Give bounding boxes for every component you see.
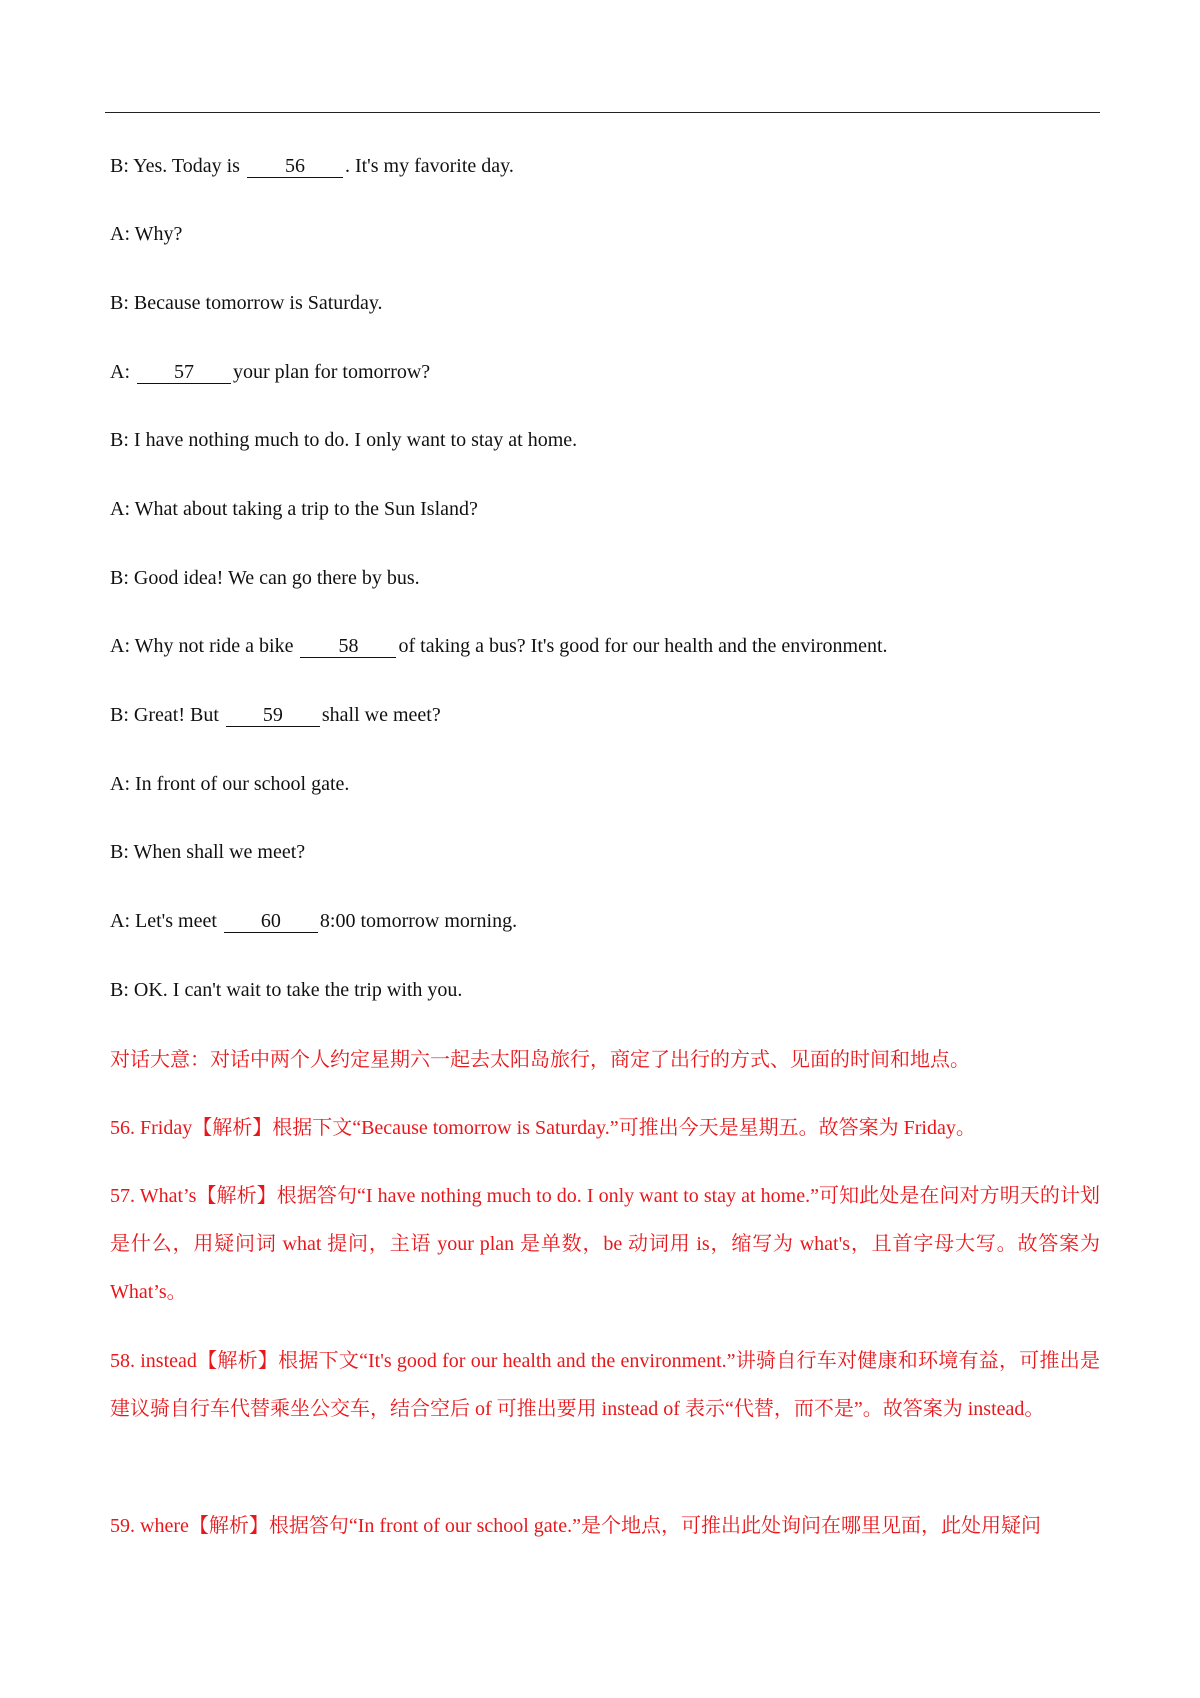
dialogue-text: Because tomorrow is Saturday. xyxy=(133,292,383,314)
dialogue-line xyxy=(110,770,349,798)
answer-59: 59. where【解析】根据答句“In front of our school gate.”是个地点，可推出此处询问在哪里见面，此处用疑问 xyxy=(110,1515,1041,1537)
speaker-label: B: xyxy=(110,704,129,726)
dialogue-line xyxy=(110,701,441,729)
dialogue-text: Yes. Today is xyxy=(133,155,240,177)
answer-blank: 59 xyxy=(226,704,320,727)
answer-56: 56. Friday【解析】根据下文“Because tomorrow is Saturday.”可推出今天是星期五。故答案为 Friday。 xyxy=(110,1117,976,1139)
dialogue-line xyxy=(110,976,462,1004)
speaker-label: A: xyxy=(110,498,130,520)
dialogue-line xyxy=(110,426,577,454)
dialogue-text: Let's meet xyxy=(135,910,217,932)
dialogue-line xyxy=(110,358,430,386)
dialogue-line xyxy=(110,289,383,317)
answer-blank: 57 xyxy=(137,361,231,384)
dialogue-text: . It's my favorite day. xyxy=(344,155,514,177)
speaker-label: A: xyxy=(110,773,130,795)
answer-blank: 58 xyxy=(300,635,396,658)
answer-57: 57. What’s【解析】根据答句“I have nothing much to do. I only want to stay at home.”可知此处是在问对方明天的计划是什么，用疑问词 what 提问，主语 your plan 是单数，be 动词用 is，缩写为 what's，且首字母大写。故答案为 What’s。 xyxy=(110,1185,1100,1303)
answer-58: 58. instead【解析】根据下文“It's good for our health and the environment.”讲骑自行车对健康和环境有益，可推出是建议骑自行车代替乘坐公交车，结合空后 of 可推出要用 instead of 表示“代替，而不是”。故答案为 instead。 xyxy=(110,1350,1100,1420)
speaker-label: A: xyxy=(110,910,130,932)
header-rule xyxy=(105,112,1100,113)
dialogue-text: OK. I can't wait to take the trip with you. xyxy=(133,979,463,1001)
dialogue-summary: 对话大意：对话中两个人约定星期六一起去太阳岛旅行，商定了出行的方式、见面的时间和地点。 xyxy=(110,1049,970,1071)
dialogue-line xyxy=(110,152,514,180)
dialogue-line xyxy=(110,838,305,866)
speaker-label: A: xyxy=(110,223,130,245)
dialogue-text: What about taking a trip to the Sun Island? xyxy=(134,498,478,520)
dialogue-text: In front of our school gate. xyxy=(135,773,350,795)
speaker-label: A: xyxy=(110,635,130,657)
speaker-label: B: xyxy=(110,429,129,451)
speaker-label: B: xyxy=(110,292,129,314)
dialogue-text: Why not ride a bike xyxy=(134,635,294,657)
dialogue-text: Why? xyxy=(134,223,183,245)
dialogue-line xyxy=(110,907,517,935)
speaker-label: B: xyxy=(110,841,129,863)
dialogue-text: 8:00 tomorrow morning. xyxy=(319,910,518,932)
dialogue-text: I have nothing much to do. I only want to stay at home. xyxy=(133,429,578,451)
dialogue-line xyxy=(110,564,420,592)
dialogue-line xyxy=(110,632,888,660)
answer-blank: 56 xyxy=(247,155,343,178)
dialogue-line xyxy=(110,495,478,523)
dialogue-text: shall we meet? xyxy=(321,704,441,726)
speaker-label: B: xyxy=(110,567,129,589)
dialogue-text: Great! But xyxy=(133,704,219,726)
speaker-label: B: xyxy=(110,155,129,177)
dialogue-line xyxy=(110,220,182,248)
dialogue-text: When shall we meet? xyxy=(133,841,306,863)
speaker-label: B: xyxy=(110,979,129,1001)
answer-blank: 60 xyxy=(224,910,318,933)
speaker-label: A: xyxy=(110,361,130,383)
dialogue-text: your plan for tomorrow? xyxy=(233,361,431,383)
dialogue-text: of taking a bus? It's good for our health and the environment. xyxy=(398,635,888,657)
dialogue-text: Good idea! We can go there by bus. xyxy=(133,567,420,589)
